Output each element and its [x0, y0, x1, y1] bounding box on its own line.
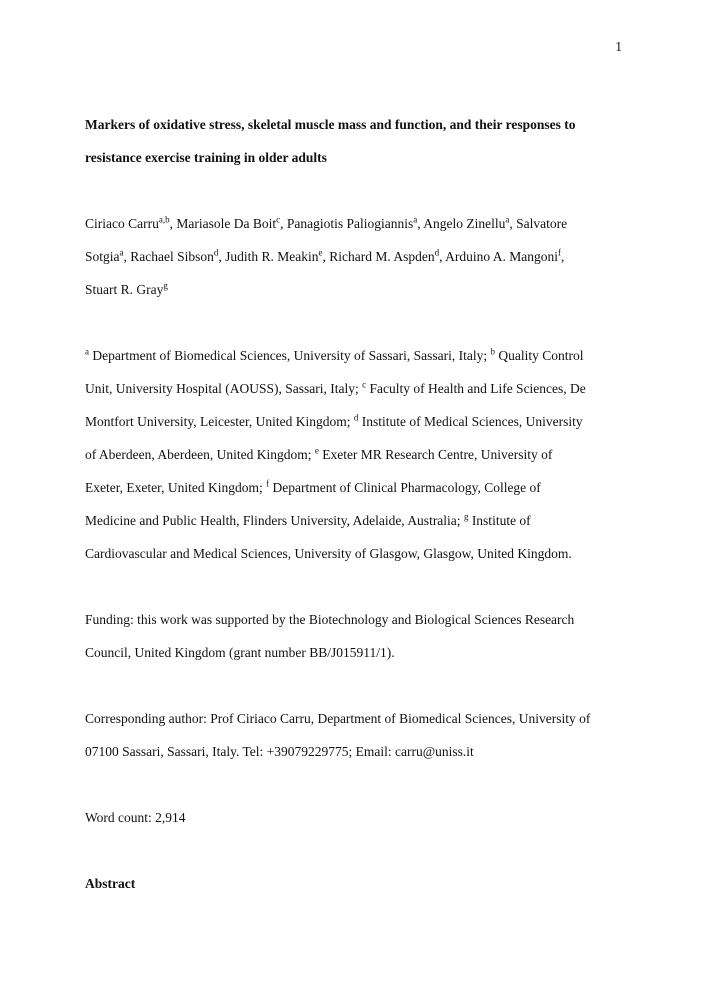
superscript-marker: f: [266, 478, 270, 489]
superscript-marker: c: [362, 379, 367, 390]
text-line: [85, 372, 623, 405]
superscript-marker: f: [558, 247, 562, 258]
superscript-marker: d: [434, 247, 440, 258]
superscript-marker: a: [505, 214, 510, 225]
text-line: [85, 537, 623, 570]
text-run: Markers of oxidative stress, skeletal muscle mass and function, and their responses to: [85, 117, 576, 132]
superscript-marker: a: [119, 247, 124, 258]
superscript-marker: e: [318, 247, 323, 258]
text-run: , Mariasole Da Boit: [169, 216, 277, 231]
text-line: [85, 801, 623, 834]
corresponding-author: [85, 702, 623, 768]
text-run: Department of Clinical Pharmacology, College of: [269, 480, 541, 495]
text-line: [85, 636, 623, 669]
text-run: Sotgia: [85, 249, 120, 264]
text-line: [85, 735, 623, 768]
superscript-marker: c: [276, 214, 281, 225]
text-run: Faculty of Health and Life Sciences, De: [366, 381, 586, 396]
superscript-marker: d: [353, 412, 359, 423]
superscript-marker: a: [85, 346, 89, 357]
text-run: Word count: 2,914: [85, 810, 186, 825]
text-line: [85, 240, 623, 273]
text-line: [85, 504, 623, 537]
superscript-marker: d: [213, 247, 219, 258]
text-run: , Panagiotis Paliogiannis: [280, 216, 414, 231]
text-run: Medicine and Public Health, Flinders University, Adelaide, Australia;: [85, 513, 464, 528]
text-line: [85, 108, 623, 141]
text-run: Quality Control: [495, 348, 584, 363]
superscript-marker: e: [314, 445, 319, 456]
funding-statement: [85, 603, 623, 669]
text-run: Institute of: [468, 513, 531, 528]
text-run: Cardiovascular and Medical Sciences, University of Glasgow, Glasgow, United Kingdom.: [85, 546, 572, 561]
author-list: [85, 207, 623, 306]
paper-title: [85, 108, 623, 174]
text-run: , Judith R. Meakin: [218, 249, 319, 264]
page-number: 1: [615, 39, 622, 54]
page-content: [85, 108, 623, 933]
superscript-marker: g: [463, 511, 469, 522]
text-run: Ciriaco Carru: [85, 216, 159, 231]
text-run: , Angelo Zinellu: [417, 216, 506, 231]
text-line: [85, 471, 623, 504]
abstract-heading: [85, 867, 623, 900]
superscript-marker: a,b: [158, 214, 170, 225]
text-run: 07100 Sassari, Sassari, Italy. Tel: +39079229775; Email: carru@uniss.it: [85, 744, 474, 759]
text-run: Unit, University Hospital (AOUSS), Sassari, Italy;: [85, 381, 363, 396]
text-run: Institute of Medical Sciences, University: [358, 414, 583, 429]
text-line: [85, 141, 623, 174]
superscript-marker: g: [163, 280, 168, 291]
superscript-marker: a: [413, 214, 418, 225]
text-run: , Rachael Sibson: [123, 249, 214, 264]
text-run: Montfort University, Leicester, United Kingdom;: [85, 414, 354, 429]
text-run: Stuart R. Gray: [85, 282, 164, 297]
text-line: [85, 603, 623, 636]
text-line: [85, 207, 623, 240]
text-run: Abstract: [85, 876, 136, 891]
text-run: , Richard M. Aspden: [322, 249, 435, 264]
text-line: [85, 702, 623, 735]
text-line: [85, 867, 623, 900]
text-run: Department of Biomedical Sciences, University of Sassari, Sassari, Italy;: [89, 348, 491, 363]
word-count: [85, 801, 623, 834]
affiliations: [85, 339, 623, 570]
text-run: ,: [561, 249, 565, 264]
text-line: [85, 273, 623, 306]
text-run: Council, United Kingdom (grant number BB/J015911/1).: [85, 645, 395, 660]
text-line: [85, 405, 623, 438]
superscript-marker: b: [490, 346, 496, 357]
text-line: [85, 339, 623, 372]
text-run: , Salvatore: [509, 216, 568, 231]
text-run: Exeter MR Research Centre, University of: [318, 447, 553, 462]
text-run: Exeter, Exeter, United Kingdom;: [85, 480, 267, 495]
text-line: [85, 438, 623, 471]
text-run: Corresponding author: Prof Ciriaco Carru, Department of Biomedical Sciences, University of: [85, 711, 591, 726]
text-run: Funding: this work was supported by the Biotechnology and Biological Sciences Research: [85, 612, 575, 627]
text-run: of Aberdeen, Aberdeen, United Kingdom;: [85, 447, 315, 462]
text-run: , Arduino A. Mangoni: [439, 249, 559, 264]
text-run: resistance exercise training in older adults: [85, 150, 327, 165]
